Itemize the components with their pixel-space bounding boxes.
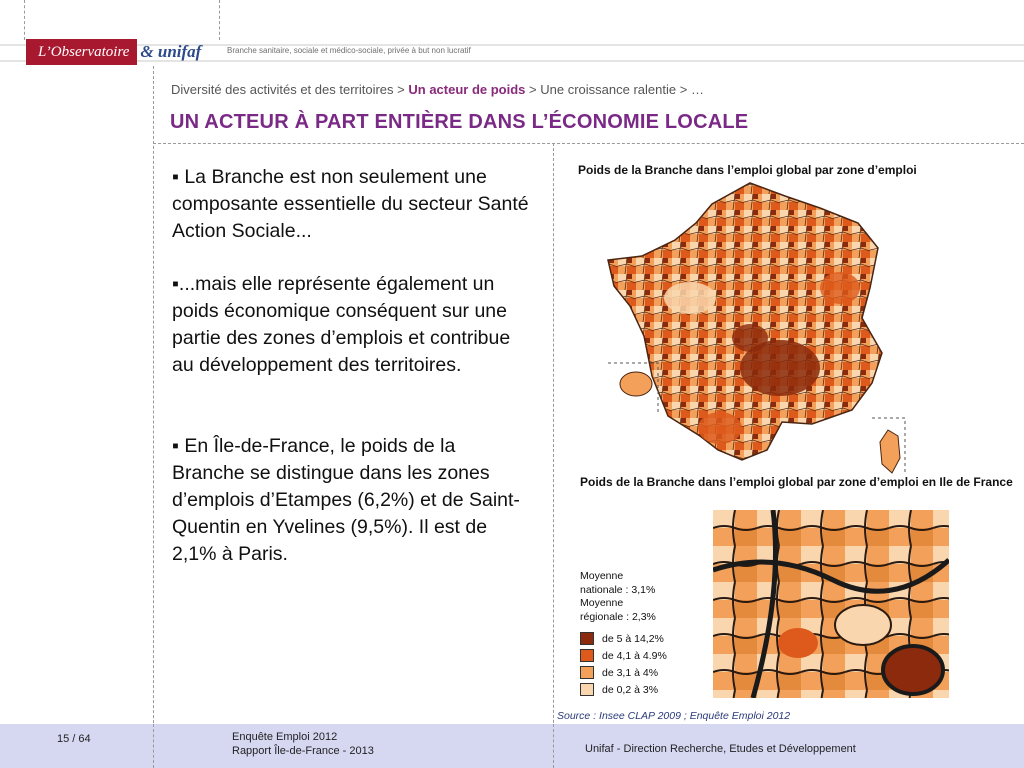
bullet-text: ▪ La Branche est non seulement une composante essentielle du secteur Santé Action Sociale... xyxy=(172,166,529,242)
logo xyxy=(26,38,218,66)
footer-report-line2: Rapport Île-de-France - 2013 xyxy=(232,745,374,757)
footer-divider-left xyxy=(153,724,154,768)
legend-avg-regional-label: Moyenne xyxy=(580,597,624,609)
legend-avg-national-value: nationale : 3,1% xyxy=(580,583,656,596)
legend-item xyxy=(580,630,667,647)
breadcrumb-separator: > xyxy=(529,82,537,97)
bullet-text: ▪...mais elle représente également un poids économique conséquent sur une partie des zones d’emplois et contribue au développement des territoires. xyxy=(172,273,511,376)
page-number: 15 / 64 xyxy=(57,733,91,745)
footer-organization: Unifaf - Direction Recherche, Etudes et Développement xyxy=(585,743,856,755)
legend-label: de 3,1 à 4% xyxy=(602,666,659,679)
legend-swatch xyxy=(580,632,594,645)
legend-item xyxy=(580,647,667,664)
breadcrumb xyxy=(171,82,704,97)
footer-divider-center xyxy=(553,724,554,768)
divider-vertical-center xyxy=(553,143,554,768)
page-title: UN ACTEUR À PART ENTIÈRE DANS L’ÉCONOMIE LOCALE xyxy=(170,111,749,133)
header-tagline: Branche sanitaire, sociale et médico-sociale, privée à but non lucratif xyxy=(227,46,471,55)
legend-label: de 4,1 à 4.9% xyxy=(602,649,667,662)
map-france xyxy=(600,178,920,478)
legend-avg-regional-value: régionale : 2,3% xyxy=(580,610,656,623)
map-france-caption: Poids de la Branche dans l’emploi global par zone d’emploi xyxy=(578,163,917,177)
breadcrumb-separator: > xyxy=(397,82,405,97)
divider-vertical-logo xyxy=(219,0,220,40)
divider-vertical-left xyxy=(24,0,25,40)
logo-unifaf: & unifaf xyxy=(140,42,202,61)
legend-item xyxy=(580,664,667,681)
map-idf-caption: Poids de la Branche dans l’emploi global par zone d’emploi en Ile de France xyxy=(580,475,1013,489)
logo-observatoire: L’Observatoire xyxy=(26,39,137,65)
breadcrumb-item[interactable]: Une croissance ralentie xyxy=(540,82,677,97)
map-legend xyxy=(580,570,667,698)
breadcrumb-more[interactable]: … xyxy=(690,82,704,97)
legend-item xyxy=(580,681,667,698)
bullet-text: ▪ En Île-de-France, le poids de la Branche se distingue dans les zones d’emplois d’Etampes (6,2%) et de Saint-Quentin en Yvelines (9,5%). Il est de 2,1% à Paris. xyxy=(172,435,520,565)
divider-horizontal-title xyxy=(153,143,1024,144)
legend-swatch xyxy=(580,683,594,696)
source-note: Source : Insee CLAP 2009 ; Enquête Emploi 2012 xyxy=(557,710,791,722)
legend-label: de 5 à 14,2% xyxy=(602,632,664,645)
breadcrumb-current[interactable]: Un acteur de poids xyxy=(408,82,526,97)
breadcrumb-item[interactable]: Diversité des activités et des territoires xyxy=(171,82,394,97)
legend-swatch xyxy=(580,666,594,679)
footer-report-line1: Enquête Emploi 2012 xyxy=(232,731,338,743)
legend-swatch xyxy=(580,649,594,662)
breadcrumb-separator: > xyxy=(679,82,688,97)
map-idf xyxy=(713,510,949,698)
legend-avg-national-label: Moyenne xyxy=(580,570,624,582)
legend-label: de 0,2 à 3% xyxy=(602,683,659,696)
divider-vertical-main xyxy=(153,66,154,768)
